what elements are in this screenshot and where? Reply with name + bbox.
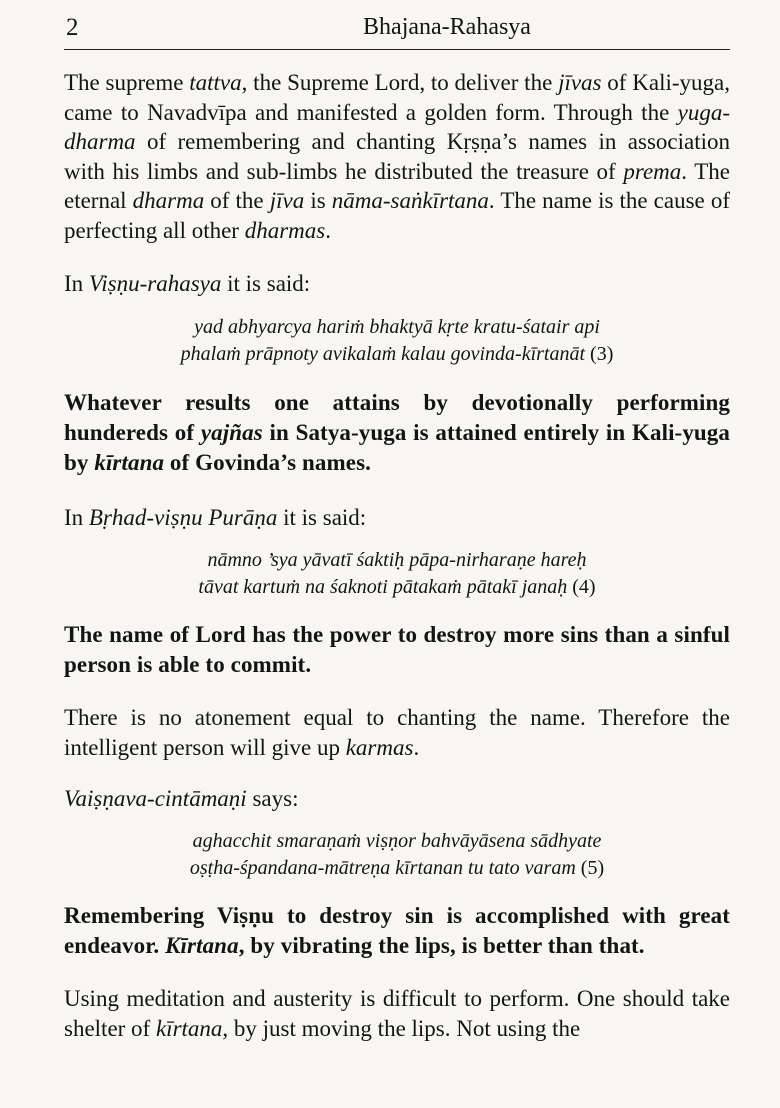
verse-line: aghacchit smaraṇaṁ viṣṇor bahvāyāsena sādhyate (192, 830, 602, 852)
translation-4: The name of Lord has the power to destroy more sins than a sinful person is able to commit. (64, 622, 730, 677)
page-header (64, 0, 730, 50)
verse-number: (4) (572, 576, 596, 598)
translation-3: Whatever results one attains by devotionally performing hundereds of yajñas in Satya-yuga is attained entirely in Kali-yuga by kīrtana of Govinda’s names. (64, 390, 731, 475)
verse-5 (64, 828, 730, 882)
running-title: Bhajana-Rahasya (363, 14, 531, 40)
verse-line: phalaṁ prāpnoty avikalaṁ kalau govinda-kīrtanāt (3) (180, 343, 614, 365)
paragraph-1: The supreme tattva, the Supreme Lord, to deliver the jīvas of Kali-yuga, came to Navadvīpa and manifested a golden form. Through the yuga-dharma of remembering and chanting Kṛṣṇa’s names in association with his limbs and sub-limbs he distributed the treasure of prema. The eternal dharma of the jīva is nāma-saṅkīrtana. The name is the cause of perfecting all other dharmas. (64, 70, 730, 243)
paragraph-3: Using meditation and austerity is difficult to perform. One should take shelter of kīrtana, by just moving the lips. Not using the (64, 986, 730, 1041)
verse-line: tāvat kartuṁ na śaknoti pātakaṁ pātakī janaḥ (4) (198, 576, 596, 598)
verse-line: yad abhyarcya hariṁ bhaktyā kṛte kratu-śatair api (194, 316, 600, 338)
verse-line: oṣṭha-śpandana-mātreṇa kīrtanan tu tato varam (5) (189, 857, 605, 879)
verse-number: (3) (590, 343, 614, 365)
verse-intro-2: In Bṛhad-viṣṇu Purāṇa it is said: (64, 505, 367, 530)
translation-5: Remembering Viṣṇu to destroy sin is accomplished with great endeavor. Kīrtana, by vibrating the lips, is better than that. (64, 903, 730, 958)
page-number: 2 (66, 14, 79, 41)
verse-number: (5) (580, 857, 605, 879)
verse-intro-3: Vaiṣṇava-cintāmaṇi says: (64, 786, 299, 811)
paragraph-2: There is no atonement equal to chanting the name. Therefore the intelligent person will give up karmas. (64, 705, 730, 760)
verse-line: nāmno ’sya yāvatī śaktiḥ pāpa-nirharaṇe hareḥ (207, 549, 587, 571)
verse-4 (64, 547, 730, 601)
verse-intro-1: In Viṣṇu-rahasya it is said: (64, 271, 311, 296)
page-content (64, 50, 730, 1043)
verse-3 (64, 314, 730, 368)
